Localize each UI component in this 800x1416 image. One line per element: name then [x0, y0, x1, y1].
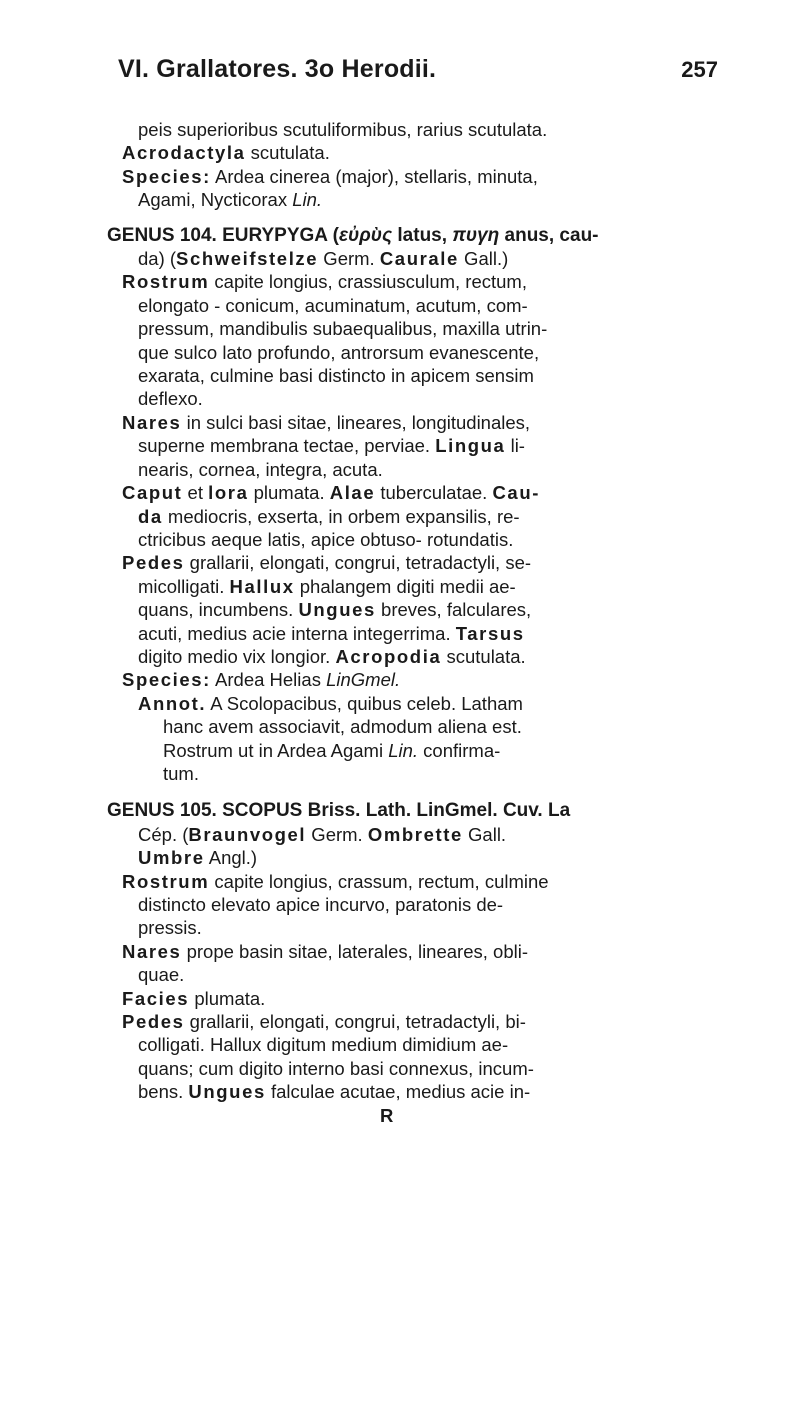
genus-heading: GENUS 105. SCOPUS Briss. Lath. LinGmel. Cuv. La: [107, 800, 571, 822]
text-line: micolligati. Hallux phalangem digiti medii ae-: [138, 575, 516, 597]
text-line: pressum, mandibulis subaequalibus, maxilla utrin-: [138, 318, 548, 340]
text-line: da) (Schweifstelze Germ. Caurale Gall.): [138, 248, 509, 270]
term-label: Rostrum: [122, 870, 210, 892]
text-line: distincto elevato apice incurvo, paratonis de-: [138, 894, 504, 915]
text-line: Cép. (Braunvogel Germ. Ombrette Gall.: [138, 823, 507, 845]
text-line: ctricibus aeque latis, apice obtuso- rotundatis.: [138, 528, 514, 550]
text-line: pressis.: [138, 917, 202, 939]
text-line: bens. Ungues falculae acutae, medius acie in-: [138, 1081, 531, 1103]
text-line: hanc avem associavit, admodum aliena est.: [163, 716, 522, 738]
genus-heading: GENUS 104. EURYPYGA (εὐρὺς latus, πυγη anus, cau-: [107, 224, 599, 246]
text-line: peis superioribus scutuliformibus, rarius scutulata.: [138, 119, 548, 140]
term-label: Rostrum: [122, 271, 210, 293]
genus-104-entry: [0, 224, 800, 786]
term-label: Pedes: [122, 552, 185, 574]
genus-105-entry: [0, 799, 800, 1103]
page-body: [0, 118, 800, 1127]
text-line: quae.: [138, 964, 185, 986]
text-line: Pedes grallarii, elongati, congrui, tetradactyli, bi-: [122, 1011, 526, 1033]
text-line: digito medio vix longior. Acropodia scutulata.: [138, 645, 526, 667]
term-label: Pedes: [122, 1011, 185, 1033]
text-line: acuti, medius acie interna integerrima. Tarsus: [138, 622, 525, 644]
text-line: Pedes grallarii, elongati, congrui, tetradactyli, se-: [122, 552, 532, 574]
text-line: tum.: [163, 762, 199, 784]
text-line: Nares prope basin sitae, laterales, lineares, obli-: [122, 940, 528, 962]
term-label: Lingua: [435, 435, 506, 457]
term-label: Species:: [122, 669, 211, 691]
term-label: Species:: [122, 165, 211, 187]
term-label: Acrodactyla: [122, 142, 246, 164]
text-line: Nares in sulci basi sitae, lineares, longitudinales,: [122, 411, 531, 433]
text-line: superne membrana tectae, perviae. Lingua li-: [138, 435, 525, 457]
signature-mark: R: [380, 1104, 394, 1126]
text-line: Species: Ardea Helias LinGmel.: [122, 669, 401, 691]
term-label: Caput: [122, 482, 183, 504]
term-label: Annot.: [138, 692, 207, 714]
text-line: exarata, culmine basi distincto in apicem sensim: [138, 365, 534, 387]
intro-block: [0, 118, 800, 212]
text-line: da mediocris, exserta, in orbem expansilis, re-: [138, 505, 520, 527]
text-line: Umbre Angl.): [138, 847, 258, 869]
text-line: Species: Ardea cinerea (major), stellaris, minuta,: [122, 165, 538, 187]
text-line: quans, incumbens. Ungues breves, falculares,: [138, 599, 532, 621]
text-line: Caput et lora plumata. Alae tuberculatae. Cau-: [122, 482, 540, 504]
page-number: 257: [681, 57, 718, 82]
text-line: Rostrum capite longius, crassiusculum, rectum,: [122, 271, 527, 293]
text-line: Acrodactyla scutulata.: [122, 142, 330, 164]
text-line: nearis, cornea, integra, acuta.: [138, 458, 383, 480]
text-line: Rostrum capite longius, crassum, rectum, culmine: [122, 870, 549, 892]
text-line: que sulco lato profundo, antrorsum evanescente,: [138, 341, 540, 363]
text-line: colligati. Hallux digitum medium dimidium ae-: [138, 1034, 509, 1056]
header-title: VI. Grallatores. 3o Herodii.: [118, 55, 437, 83]
text-line: Facies plumata.: [122, 987, 266, 1009]
text-line: Annot. A Scolopacibus, quibus celeb. Latham: [138, 692, 523, 714]
text-line: quans; cum digito interno basi connexus, incum-: [138, 1057, 534, 1079]
text-line: deflexo.: [138, 388, 203, 410]
term-label: Nares: [122, 411, 182, 433]
text-line: Agami, Nycticorax Lin.: [138, 189, 323, 211]
term-label: Facies: [122, 987, 190, 1009]
running-header: [118, 55, 718, 95]
text-line: elongato - conicum, acuminatum, acutum, com-: [138, 294, 528, 316]
term-label: Nares: [122, 940, 182, 962]
text-line: Rostrum ut in Ardea Agami Lin. confirma-: [163, 739, 501, 761]
